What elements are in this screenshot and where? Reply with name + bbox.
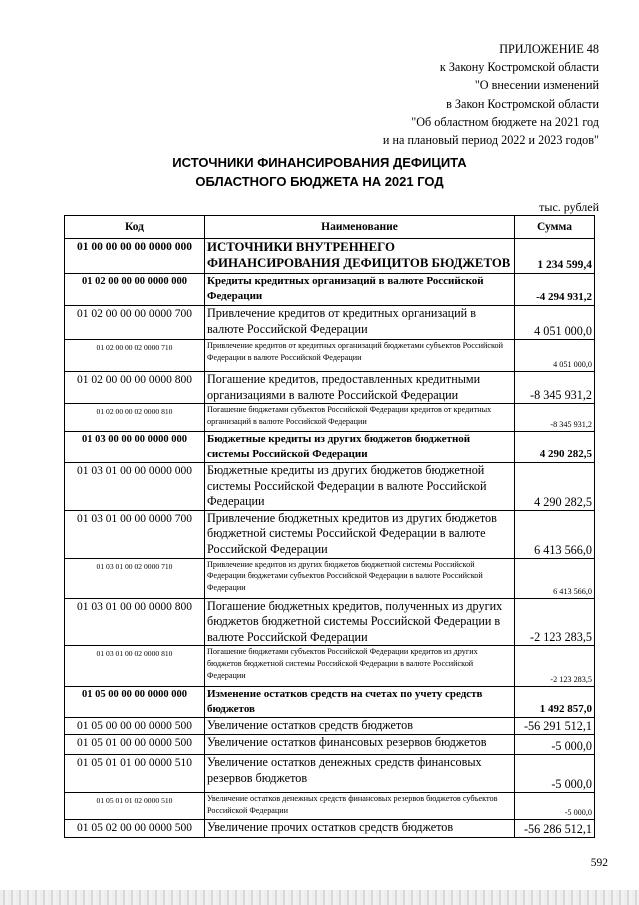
row-name: Увеличение остатков денежных средств финансовых резервов бюджетов субъектов Российской Федерации xyxy=(205,793,515,820)
header-line-2: к Закону Костромской области xyxy=(439,60,599,75)
row-sum: -5 000,0 xyxy=(515,755,595,793)
row-code: 01 02 00 00 02 0000 810 xyxy=(65,404,205,432)
row-code: 01 05 02 00 00 0000 500 xyxy=(65,820,205,838)
row-name: Погашение бюджетами субъектов Российской Федерации кредитов из других бюджетов бюджетной системы Российской Федерации в валюте Российской Федерации xyxy=(205,646,515,687)
row-name: Погашение бюджетных кредитов, полученных из других бюджетов бюджетной системы Российской Федерации в валюте Российской Федерации xyxy=(205,598,515,646)
table-row xyxy=(65,432,595,463)
row-sum: -4 294 931,2 xyxy=(515,274,595,306)
table-row xyxy=(65,274,595,306)
row-sum: 1 492 857,0 xyxy=(515,687,595,718)
row-name: ИСТОЧНИКИ ВНУТРЕННЕГО ФИНАНСИРОВАНИЯ ДЕФИЦИТОВ БЮДЖЕТОВ xyxy=(205,239,515,274)
row-code: 01 03 01 00 02 0000 810 xyxy=(65,646,205,687)
table-row xyxy=(65,558,595,598)
table-row xyxy=(65,372,595,404)
header-line-3: "О внесении изменений xyxy=(474,78,599,93)
row-code: 01 03 01 00 00 0000 700 xyxy=(65,510,205,558)
row-name: Погашение бюджетами субъектов Российской Федерации кредитов от кредитных организаций в валюте Российской Федерации xyxy=(205,404,515,432)
table-row xyxy=(65,510,595,558)
row-code: 01 05 00 00 00 0000 500 xyxy=(65,718,205,735)
table-row xyxy=(65,340,595,372)
table-row xyxy=(65,646,595,687)
table-row xyxy=(65,687,595,718)
table-row xyxy=(65,735,595,755)
row-code: 01 02 00 00 00 0000 000 xyxy=(65,274,205,306)
row-name: Бюджетные кредиты из других бюджетов бюджетной системы Российской Федерации в валюте Российской Федерации xyxy=(205,463,515,511)
title-line-2: ОБЛАСТНОГО БЮДЖЕТА НА 2021 ГОД xyxy=(195,174,444,189)
table-header-row xyxy=(65,216,595,239)
table-row xyxy=(65,793,595,820)
column-header-sum: Сумма xyxy=(515,216,595,239)
row-name: Увеличение остатков финансовых резервов бюджетов xyxy=(205,735,515,755)
header-line-5: "Об областном бюджете на 2021 год xyxy=(411,114,599,129)
row-code: 01 03 01 00 02 0000 710 xyxy=(65,558,205,598)
row-sum: 6 413 566,0 xyxy=(515,558,595,598)
row-code: 01 05 01 01 02 0000 510 xyxy=(65,793,205,820)
row-sum: 4 051 000,0 xyxy=(515,306,595,340)
document-title xyxy=(0,153,639,191)
row-name: Увеличение остатков средств бюджетов xyxy=(205,718,515,735)
header-line-4: в Закон Костромской области xyxy=(446,96,599,111)
scan-edge-strip xyxy=(0,890,639,905)
row-code: 01 02 00 00 02 0000 710 xyxy=(65,340,205,372)
units-label: тыс. рублей xyxy=(539,200,599,214)
row-code: 01 05 00 00 00 0000 000 xyxy=(65,687,205,718)
table-row xyxy=(65,718,595,735)
row-name: Бюджетные кредиты из других бюджетов бюджетной системы Российской Федерации xyxy=(205,432,515,463)
financing-sources-table xyxy=(64,215,595,838)
row-code: 01 03 00 00 00 0000 000 xyxy=(65,432,205,463)
row-name: Кредиты кредитных организаций в валюте Российской Федерации xyxy=(205,274,515,306)
column-header-name: Наименование xyxy=(205,216,515,239)
column-header-code: Код xyxy=(65,216,205,239)
table-row xyxy=(65,239,595,274)
row-sum: -2 123 283,5 xyxy=(515,646,595,687)
row-code: 01 05 01 01 00 0000 510 xyxy=(65,755,205,793)
row-sum: -8 345 931,2 xyxy=(515,372,595,404)
row-code: 01 02 00 00 00 0000 700 xyxy=(65,306,205,340)
row-code: 01 00 00 00 00 0000 000 xyxy=(65,239,205,274)
row-sum: -8 345 931,2 xyxy=(515,404,595,432)
row-sum: -2 123 283,5 xyxy=(515,598,595,646)
row-name: Увеличение прочих остатков средств бюджетов xyxy=(205,820,515,838)
row-sum: 6 413 566,0 xyxy=(515,510,595,558)
row-name: Привлечение кредитов от кредитных организаций бюджетами субъектов Российской Федерации в валюте Российской Федерации xyxy=(205,340,515,372)
row-code: 01 02 00 00 00 0000 800 xyxy=(65,372,205,404)
row-sum: 4 290 282,5 xyxy=(515,463,595,511)
row-name: Привлечение кредитов из других бюджетов бюджетной системы Российской Федерации бюджетами субъектов Российской Федерации в валюте Российской Федерации xyxy=(205,558,515,598)
row-sum: 4 290 282,5 xyxy=(515,432,595,463)
row-name: Изменение остатков средств на счетах по учету средств бюджетов xyxy=(205,687,515,718)
appendix-header xyxy=(383,40,599,149)
row-name: Привлечение кредитов от кредитных организаций в валюте Российской Федерации xyxy=(205,306,515,340)
header-line-1: ПРИЛОЖЕНИЕ 48 xyxy=(499,42,599,56)
row-sum: 4 051 000,0 xyxy=(515,340,595,372)
row-code: 01 05 01 00 00 0000 500 xyxy=(65,735,205,755)
row-name: Привлечение бюджетных кредитов из других бюджетов бюджетной системы Российской Федерации в валюте Российской Федерации xyxy=(205,510,515,558)
row-sum: -5 000,0 xyxy=(515,793,595,820)
table-row xyxy=(65,755,595,793)
row-sum: -56 291 512,1 xyxy=(515,718,595,735)
row-name: Увеличение остатков денежных средств финансовых резервов бюджетов xyxy=(205,755,515,793)
table-row xyxy=(65,306,595,340)
row-sum: -5 000,0 xyxy=(515,735,595,755)
row-name: Погашение кредитов, предоставленных кредитными организациями в валюте Российской Федерации xyxy=(205,372,515,404)
row-code: 01 03 01 00 00 0000 000 xyxy=(65,463,205,511)
row-code: 01 03 01 00 00 0000 800 xyxy=(65,598,205,646)
page-number: 592 xyxy=(590,857,608,869)
header-line-6: и на плановый период 2022 и 2023 годов" xyxy=(382,133,599,148)
table-row xyxy=(65,820,595,838)
row-sum: -56 286 512,1 xyxy=(515,820,595,838)
table-row xyxy=(65,463,595,511)
row-sum: 1 234 599,4 xyxy=(515,239,595,274)
title-line-1: ИСТОЧНИКИ ФИНАНСИРОВАНИЯ ДЕФИЦИТА xyxy=(172,155,467,170)
table-row xyxy=(65,598,595,646)
table-row xyxy=(65,404,595,432)
